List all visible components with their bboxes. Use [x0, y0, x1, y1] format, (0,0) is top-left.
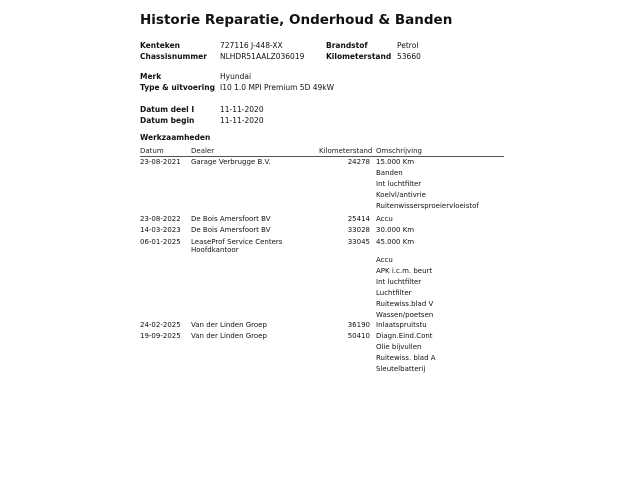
row-item: Ruitenwissersproeiervloeistof [376, 202, 479, 210]
row-datum: 06-01-2025 [140, 238, 181, 246]
col-header-kilometerstand: Kilometerstand [319, 147, 373, 155]
row-item: Accu [376, 256, 393, 264]
kilometerstand-label: Kilometerstand [326, 52, 392, 61]
col-header-dealer: Dealer [191, 147, 215, 155]
row-datum: 24-02-2025 [140, 321, 181, 329]
row-item: Accu [376, 215, 393, 223]
page-title: Historie Reparatie, Onderhoud & Banden [140, 12, 453, 28]
row-dealer: Garage Verbrugge B.V. [191, 158, 271, 166]
row-dealer: De Bois Amersfoort BV [191, 226, 271, 234]
chassis-label: Chassisnummer [140, 52, 207, 61]
row-item: Ruitewiss.blad V [376, 300, 434, 308]
kilometerstand-value: 53660 [397, 52, 421, 61]
header-divider [140, 156, 504, 157]
col-header-omschrijving: Omschrijving [376, 147, 422, 155]
row-dealer-line2: Hoofdkantoor [191, 246, 239, 254]
kenteken-value: 727116 J-448-XX [220, 41, 283, 50]
row-item: 15.000 Km [376, 158, 415, 166]
row-datum: 23-08-2021 [140, 158, 181, 166]
type-value: I10 1.0 MPI Premium 5D 49kW [220, 83, 335, 92]
row-item: Diagn.Eind.Cont [376, 332, 433, 340]
datum-begin-value: 11-11-2020 [220, 116, 264, 125]
col-header-datum: Datum [140, 147, 164, 155]
row-km: 36190 [347, 321, 370, 329]
merk-label: Merk [140, 72, 162, 81]
kenteken-label: Kenteken [140, 41, 180, 50]
row-dealer: LeaseProf Service Centers [191, 238, 283, 246]
row-dealer: Van der Linden Groep [191, 332, 267, 340]
werkzaamheden-heading: Werkzaamheden [140, 133, 211, 142]
row-datum: 14-03-2023 [140, 226, 181, 234]
row-item: Int luchtfilter [376, 278, 422, 286]
row-item: Banden [376, 169, 403, 177]
brandstof-value: Petrol [397, 41, 419, 50]
datum-deel-value: 11-11-2020 [220, 105, 264, 114]
type-label: Type & uitvoering [140, 83, 215, 92]
row-item: APK i.c.m. beurt [376, 267, 433, 275]
row-item: Olie bijvullen [376, 343, 422, 351]
row-dealer: De Bois Amersfoort BV [191, 215, 271, 223]
row-km: 50410 [347, 332, 370, 340]
datum-begin-label: Datum begin [140, 116, 195, 125]
row-dealer: Van der Linden Groep [191, 321, 267, 329]
row-km: 25414 [347, 215, 370, 223]
row-item: Int luchtfilter [376, 180, 422, 188]
row-item: Sleutelbatterij [376, 365, 426, 373]
row-item: Koelvl/antivrie [376, 191, 426, 199]
chassis-value: NLHDR51AALZ036019 [220, 52, 305, 61]
row-item: 45.000 Km [376, 238, 415, 246]
row-item: Ruitewiss. blad A [376, 354, 436, 362]
row-item: Wassen/poetsen [376, 311, 434, 319]
row-km: 24278 [347, 158, 370, 166]
row-datum: 23-08-2022 [140, 215, 181, 223]
row-km: 33045 [347, 238, 370, 246]
row-datum: 19-09-2025 [140, 332, 181, 340]
row-item: Inlaatspruitstu [376, 321, 427, 329]
merk-value: Hyundai [220, 72, 252, 81]
brandstof-label: Brandstof [326, 41, 368, 50]
row-item: 30.000 Km [376, 226, 415, 234]
row-item: Luchtfilter [376, 289, 412, 297]
datum-deel-label: Datum deel I [140, 105, 195, 114]
row-km: 33028 [347, 226, 370, 234]
